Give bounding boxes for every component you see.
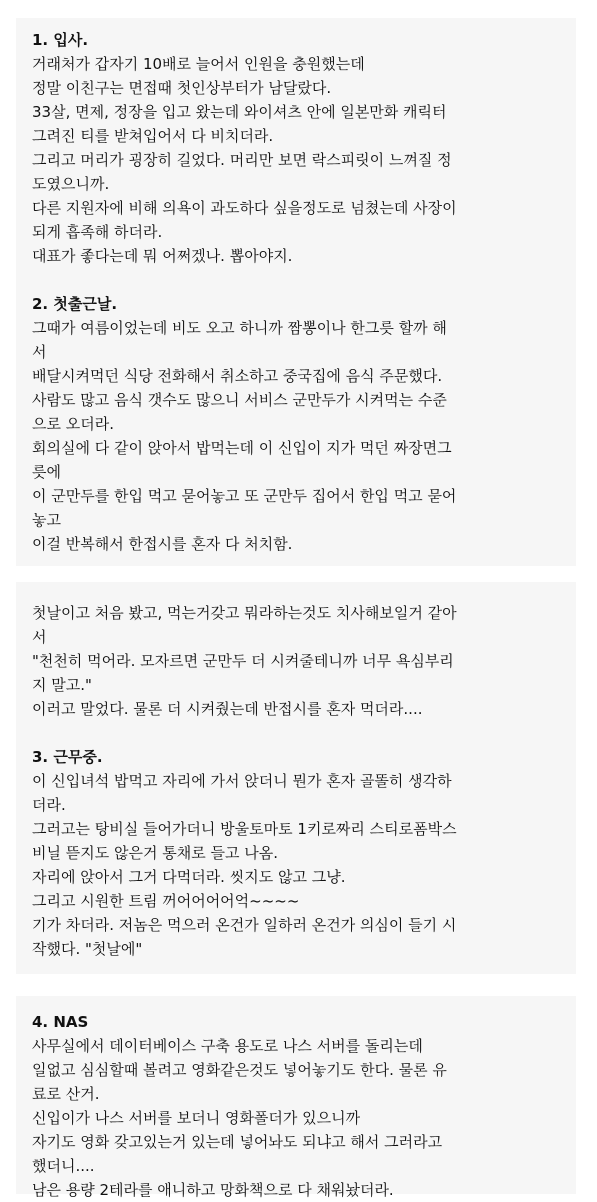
text-line: 그러고는 탕비실 들어가더니 방울토마토 1키로짜리 스티로폼박스	[32, 820, 457, 838]
text-line: 다른 지원자에 비해 의욕이 과도하다 싶을정도로 넘쳤는데 사장이	[32, 199, 457, 217]
text-line: 그때가 여름이었는데 비도 오고 하니까 짬뽕이나 한그릇 할까 해	[32, 319, 447, 337]
text-line: 일없고 심심할때 볼려고 영화같은것도 넣어놓기도 한다. 물론 유	[32, 1061, 447, 1079]
text-line: 놓고	[32, 511, 61, 529]
text-block-1	[16, 18, 576, 566]
text-line: 사람도 많고 음식 갯수도 많으니 서비스 군만두가 시켜먹는 수준	[32, 391, 447, 409]
text-line: 첫날이고 처음 봤고, 먹는거갖고 뭐라하는것도 치사해보일거 같아	[32, 604, 457, 622]
text-line: 이 신입녀석 밥먹고 자리에 가서 앉더니 뭔가 혼자 골똘히 생각하	[32, 772, 452, 790]
text-line: 이러고 말었다. 물론 더 시켜줬는데 반접시를 혼자 먹더라....	[32, 700, 423, 718]
text-line: 릇에	[32, 463, 61, 481]
section-heading: 3. 근무중.	[32, 748, 103, 766]
text-line: 도였으니까.	[32, 175, 110, 193]
text-line: 비닐 뜯지도 않은거 통채로 들고 나옴.	[32, 844, 278, 862]
text-line: 자리에 앉아서 그거 다먹더라. 씻지도 않고 그냥.	[32, 868, 346, 886]
text-line: 료로 산거.	[32, 1085, 100, 1103]
text-line: 되게 흡족해 하더라.	[32, 223, 163, 241]
text-line: 대표가 좋다는데 뭐 어쩌겠나. 뽑아야지.	[32, 247, 293, 265]
paragraph-gap	[32, 268, 570, 292]
text-line: 회의실에 다 같이 앉아서 밥먹는데 이 신입이 지가 먹던 짜장면그	[32, 439, 452, 457]
section-heading: 1. 입사.	[32, 31, 89, 49]
text-line: 남은 용량 2테라를 애니하고 망화책으로 다 채워놨더라.	[32, 1181, 394, 1199]
text-line: 했더니....	[32, 1157, 95, 1175]
section-heading: 4. NAS	[32, 1013, 89, 1031]
text-line: 그려진 티를 받쳐입어서 다 비치더라.	[32, 127, 274, 145]
text-line: 배달시켜먹던 식당 전화해서 취소하고 중국집에 음식 주문했다.	[32, 367, 443, 385]
text-line: 사무실에서 데이터베이스 구축 용도로 나스 서버를 돌리는데	[32, 1037, 423, 1055]
paragraph-gap	[32, 721, 570, 745]
text-line: 으로 오더라.	[32, 415, 114, 433]
section-heading: 2. 첫출근날.	[32, 295, 118, 313]
text-line: 기가 차더라. 저놈은 먹으러 온건가 일하러 온건가 의심이 들기 시	[32, 916, 457, 934]
text-line: 이 군만두를 한입 먹고 묻어놓고 또 군만두 집어서 한입 먹고 묻어	[32, 487, 457, 505]
text-line: "천천히 먹어라. 모자르면 군만두 더 시켜줄테니까 너무 욕심부리	[32, 652, 454, 670]
text-line: 자기도 영화 갖고있는거 있는데 넣어놔도 되냐고 해서 그러라고	[32, 1133, 443, 1151]
text-line: 지 말고."	[32, 676, 92, 694]
text-block-3	[16, 996, 576, 1199]
text-line: 이걸 반복해서 한접시를 혼자 다 처치함.	[32, 535, 293, 553]
text-line: 그리고 머리가 굉장히 길었다. 머리만 보면 락스피릿이 느껴질 정	[32, 151, 452, 169]
text-line: 33살, 면제, 정장을 입고 왔는데 와이셔츠 안에 일본만화 캐릭터	[32, 103, 447, 121]
text-line: 거래처가 갑자기 10배로 늘어서 인원을 충원했는데	[32, 55, 365, 73]
text-line: 서	[32, 628, 47, 646]
text-line: 신입이가 나스 서버를 보더니 영화폴더가 있으니까	[32, 1109, 361, 1127]
text-line: 정말 이친구는 면접때 첫인상부터가 남달랐다.	[32, 79, 332, 97]
text-line: 그리고 시원한 트림 꺼어어어어억~~~~	[32, 892, 300, 910]
text-line: 서	[32, 343, 47, 361]
text-block-2	[16, 582, 576, 974]
text-line: 더라.	[32, 796, 66, 814]
text-line: 작했다. "첫날에"	[32, 940, 143, 958]
